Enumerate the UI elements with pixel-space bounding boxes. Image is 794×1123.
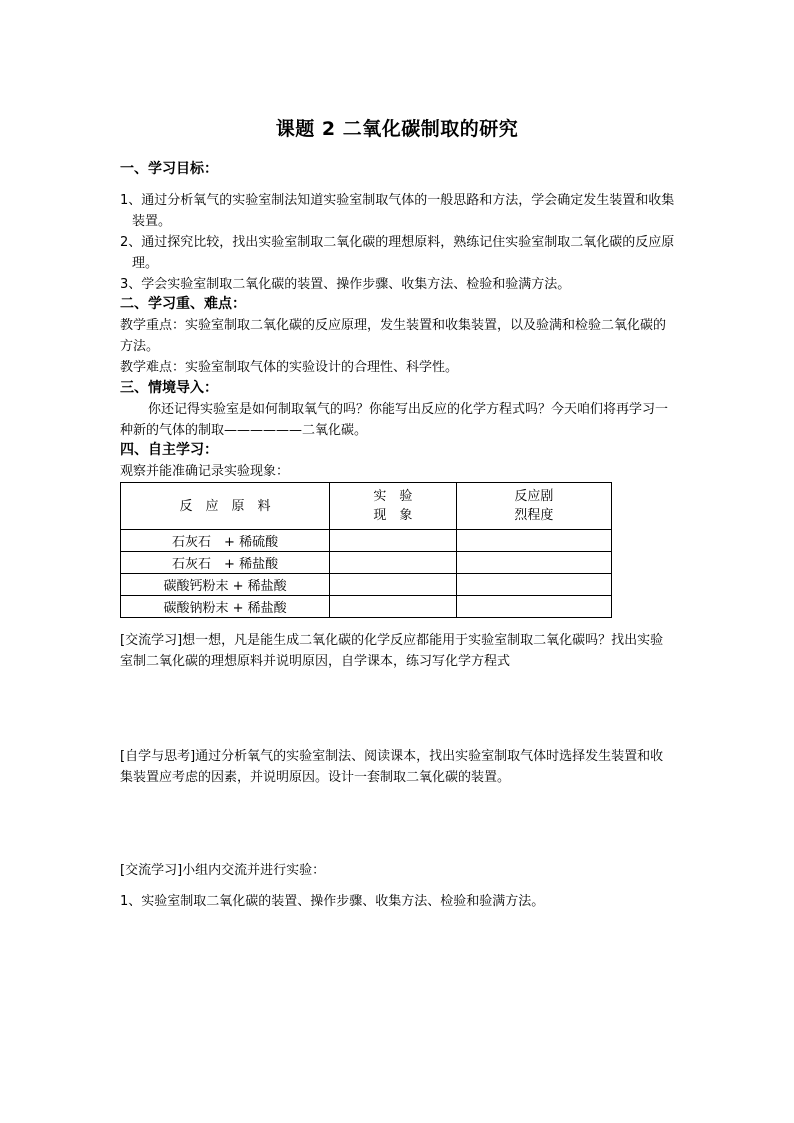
difficult-point-text: 教学难点：实验室制取气体的实验设计的合理性、科学性。 — [120, 360, 459, 375]
cell-reactants: 石灰石 + 稀硫酸 — [121, 530, 330, 552]
section-self-study — [120, 440, 676, 482]
section-heading: 四、自主学习： — [120, 442, 218, 458]
scenario-text: 你还记得实验室是如何制取氧气的吗？你能写出反应的化学方程式吗？今天咱们将再学习一种新的气体的制取——————二氧化碳。 — [120, 402, 669, 438]
cell-phenomenon[interactable] — [330, 574, 457, 596]
table-row — [121, 596, 612, 618]
header-phenomenon: 实 验 现 象 — [330, 483, 457, 530]
cell-intensity[interactable] — [456, 596, 611, 618]
section-scenario — [120, 378, 676, 441]
section-heading: 三、情境导入： — [120, 380, 218, 396]
exchange-learning-1: [交流学习]想一想，凡是能生成二氧化碳的化学反应都能用于实验室制取二氧化碳吗？找出实验室制二氧化碳的理想原料并说明原因，自学课本，练习写化学方程式 — [120, 633, 664, 669]
table-row — [121, 552, 612, 574]
cell-intensity[interactable] — [456, 574, 611, 596]
objective-item: 1、通过分析氧气的实验室制法知道实验室制取气体的一般思路和方法，学会确定发生装置和收集装置。 — [120, 193, 675, 229]
cell-intensity[interactable] — [456, 530, 611, 552]
key-point-text: 教学重点：实验室制取二氧化碳的反应原理，发生装置和收集装置，以及验满和检验二氧化碳的方法。 — [120, 318, 667, 354]
objectives-list — [120, 190, 676, 295]
observation-table — [120, 482, 612, 618]
header-intensity: 反应剧 烈程度 — [456, 483, 611, 530]
exchange-learning-2: [交流学习]小组内交流并进行实验： — [120, 863, 326, 878]
cell-phenomenon[interactable] — [330, 552, 457, 574]
objective-item: 3、学会实验室制取二氧化碳的装置、操作步骤、收集方法、检验和验满方法。 — [120, 277, 571, 292]
objective-item: 2、通过探究比较，找出实验室制取二氧化碳的理想原料，熟练记住实验室制取二氧化碳的反应原理。 — [120, 235, 675, 271]
observe-intro: 观察并能准确记录实验现象： — [120, 464, 290, 479]
section-key-points — [120, 294, 676, 378]
cell-phenomenon[interactable] — [330, 596, 457, 618]
final-item: 1、实验室制取二氧化碳的装置、操作步骤、收集方法、检验和验满方法。 — [120, 894, 545, 909]
cell-reactants: 碳酸钠粉末 + 稀盐酸 — [121, 596, 330, 618]
section-heading: 二、学习重、难点： — [120, 296, 246, 312]
self-study-thinking: [自学与思考]通过分析氧气的实验室制法、阅读课本，找出实验室制取气体时选择发生装置和收集装置应考虑的因素，并说明原因。设计一套制取二氧化碳的装置。 — [120, 749, 664, 785]
cell-intensity[interactable] — [456, 552, 611, 574]
cell-reactants: 碳酸钙粉末 + 稀盐酸 — [121, 574, 330, 596]
header-reactants: 反 应 原 料 — [121, 483, 330, 530]
table-row — [121, 574, 612, 596]
section-heading: 一、学习目标： — [120, 161, 218, 177]
cell-reactants: 石灰石 + 稀盐酸 — [121, 552, 330, 574]
cell-phenomenon[interactable] — [330, 530, 457, 552]
table-header-row — [121, 483, 612, 530]
section-learning-objectives — [120, 159, 676, 180]
page-title: 课题 2 二氧化碳制取的研究 — [275, 118, 519, 140]
table-row — [121, 530, 612, 552]
